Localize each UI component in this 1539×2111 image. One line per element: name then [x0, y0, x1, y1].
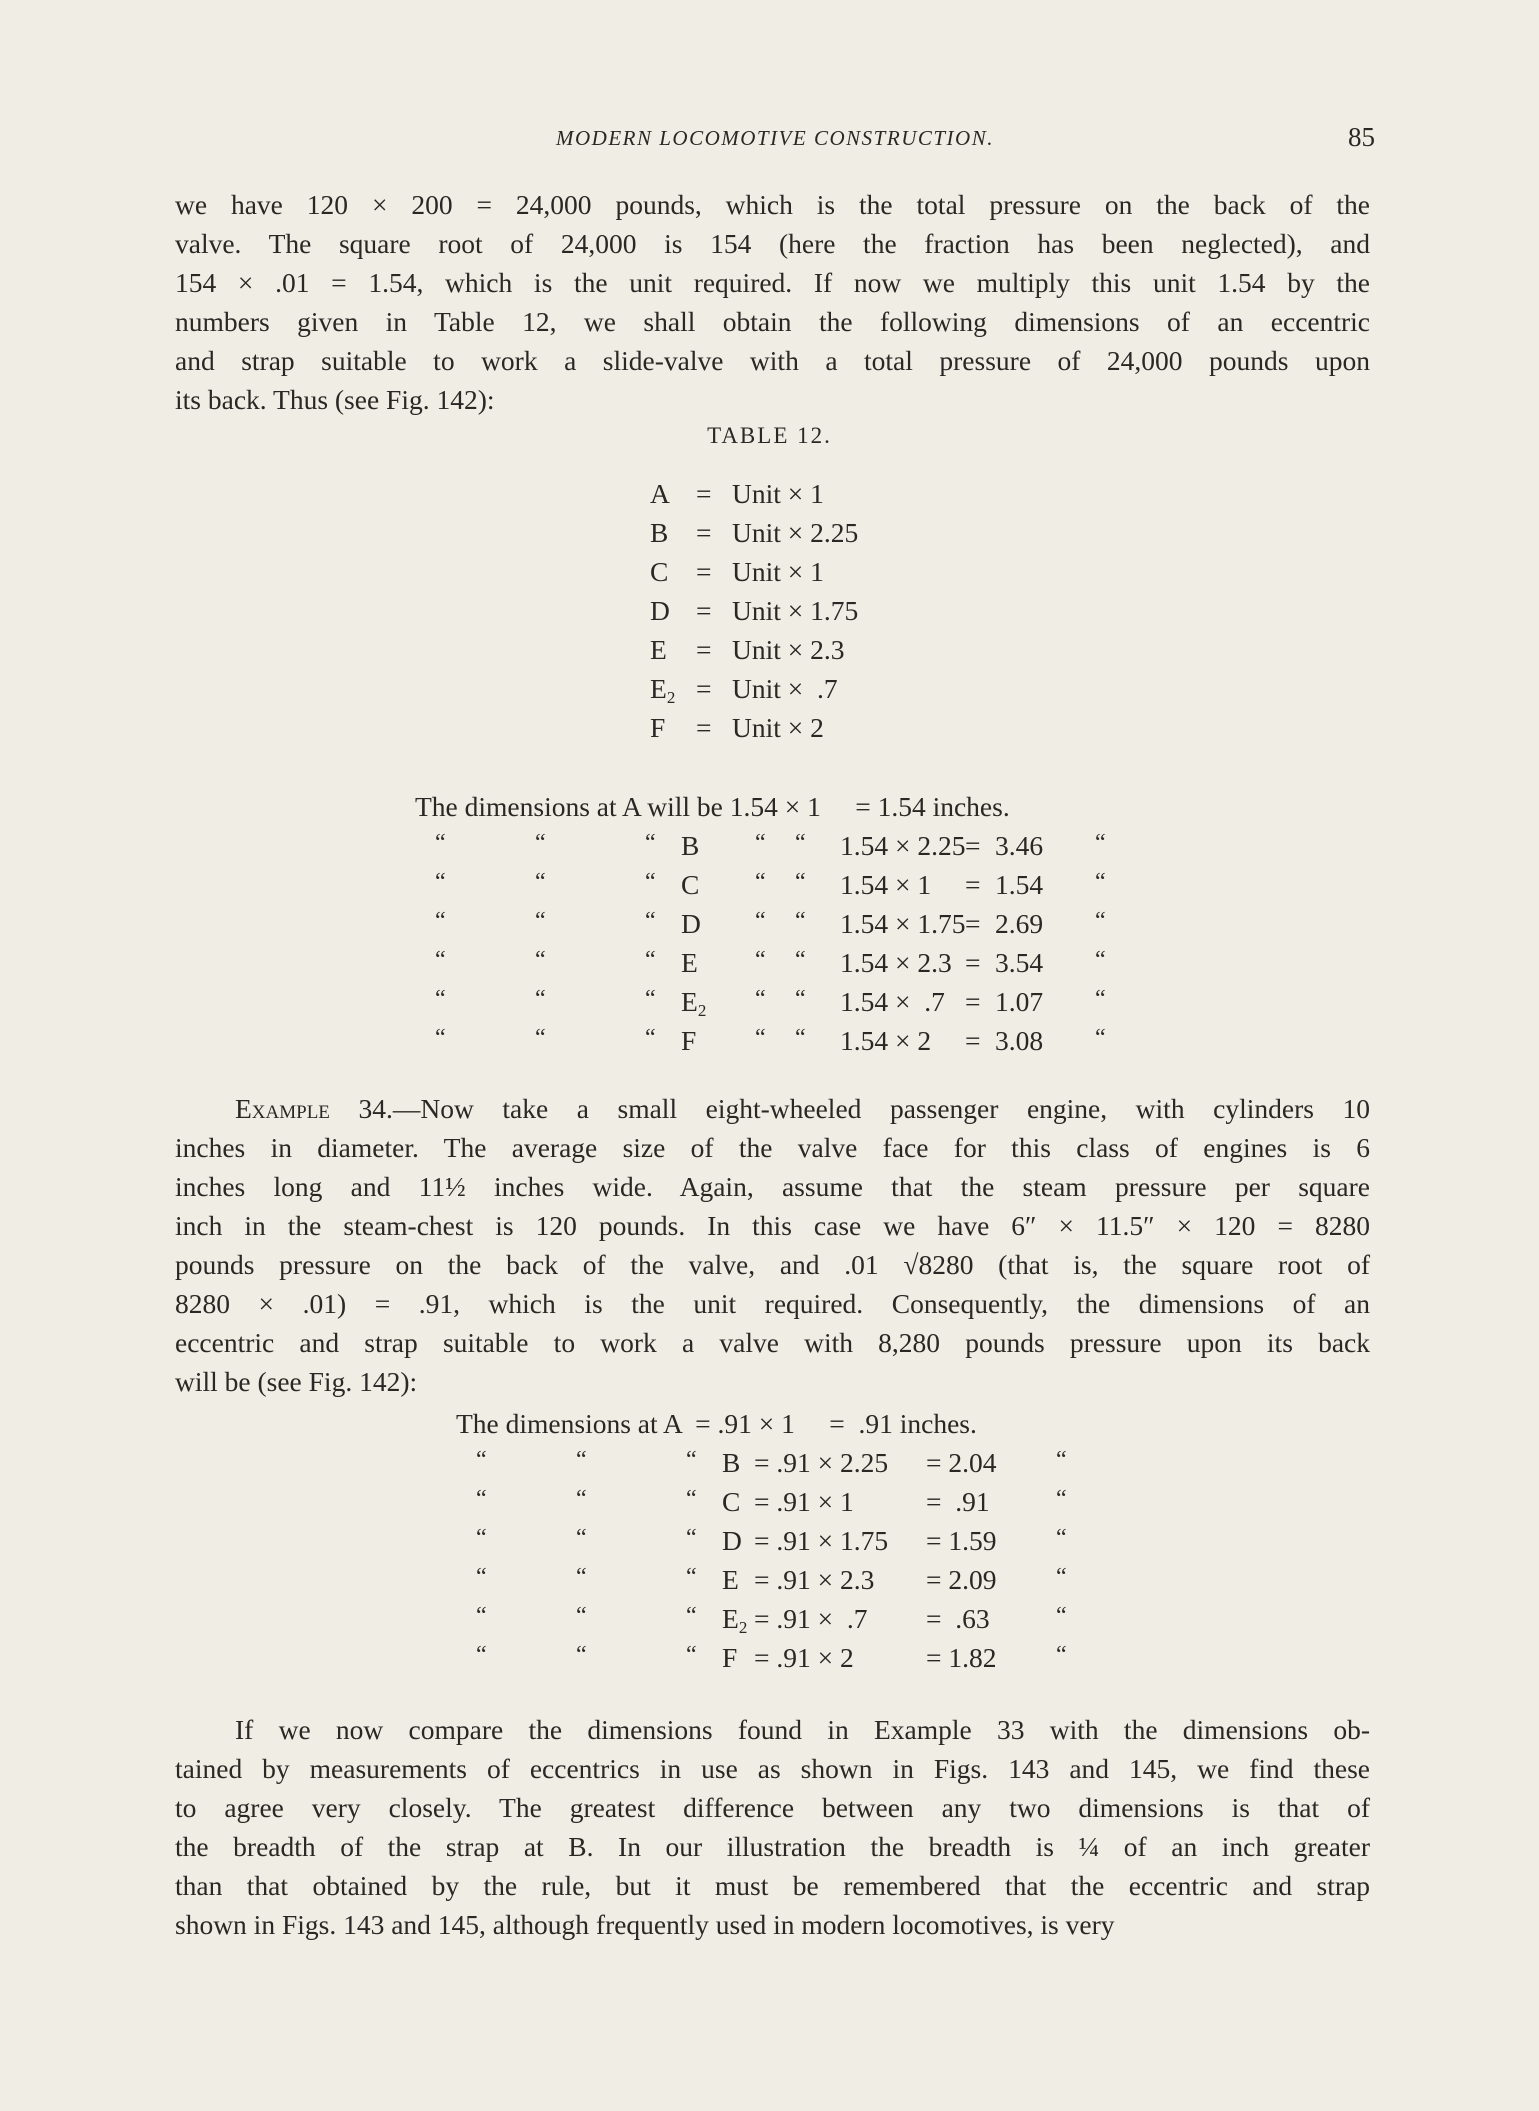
- calculation: = .91 × 2.3: [754, 1564, 875, 1595]
- ditto-mark: “: [645, 947, 656, 973]
- equals-sign: =: [696, 517, 712, 548]
- ditto-mark: “: [535, 986, 546, 1012]
- row-key: B: [650, 517, 669, 548]
- ditto-mark: “: [755, 1025, 766, 1051]
- text-line: tained by measurements of eccentrics in use as shown in Figs. 143 and 145, we find these: [175, 1753, 1370, 1784]
- table-title: TABLE 12.: [707, 423, 832, 448]
- ditto-mark: “: [1095, 1025, 1106, 1051]
- text-line: numbers given in Table 12, we shall obtain the following dimensions of an eccentric: [175, 306, 1370, 337]
- ditto-mark: “: [686, 1525, 697, 1551]
- text-line: we have 120 × 200 = 24,000 pounds, which is the total pressure on the back of the: [175, 189, 1370, 220]
- text-line: inches long and 11½ inches wide. Again, assume that the steam pressure per square: [175, 1171, 1370, 1202]
- row-key: $E_2$: [650, 673, 676, 707]
- row-key: $E_2$: [722, 1603, 748, 1637]
- result: = .91: [926, 1486, 990, 1517]
- row-key: $E_2$: [681, 986, 707, 1020]
- ditto-mark: “: [645, 830, 656, 856]
- text-line: Example 34.—Now take a small eight-wheeled passenger engine, with cylinders 10: [235, 1093, 1370, 1124]
- text-line: will be (see Fig. 142):: [175, 1366, 418, 1397]
- row-value: Unit × .7: [732, 673, 838, 704]
- row-key: F: [722, 1642, 738, 1673]
- ditto-mark: “: [535, 869, 546, 895]
- ditto-mark: “: [435, 1025, 446, 1051]
- calculation: = .91 × .7: [754, 1603, 868, 1634]
- row-key: E: [722, 1564, 739, 1595]
- result: 2.69: [995, 908, 1044, 939]
- result: 1.07: [995, 986, 1044, 1017]
- text-line: 8280 × .01) = .91, which is the unit required. Consequently, the dimensions of an: [175, 1288, 1370, 1319]
- ditto-mark: “: [645, 908, 656, 934]
- ditto-mark: “: [476, 1486, 487, 1512]
- ditto-mark: “: [686, 1603, 697, 1629]
- calculation: 1.54 × 1.75: [840, 908, 966, 939]
- ditto-mark: “: [576, 1486, 587, 1512]
- calculation: = .91 × 1: [754, 1486, 854, 1517]
- calculation: 1.54 × .7: [840, 986, 945, 1017]
- ditto-mark: “: [686, 1642, 697, 1668]
- text-line: shown in Figs. 143 and 145, although frequently used in modern locomotives, is very: [175, 1909, 1115, 1940]
- equals-sign: =: [965, 947, 981, 978]
- calculation: 1.54 × 2.25: [840, 830, 966, 861]
- ditto-mark: “: [1095, 986, 1106, 1012]
- equals-sign: =: [965, 1025, 981, 1056]
- dimension-row-first: The dimensions at A = .91 × 1 = .91 inches.: [456, 1408, 977, 1439]
- row-key: B: [722, 1447, 741, 1478]
- row-key: F: [681, 1025, 697, 1056]
- row-key: E: [650, 634, 667, 665]
- text-line: the breadth of the strap at B. In our illustration the breadth is ¼ of an inch greater: [175, 1831, 1370, 1862]
- equals-sign: =: [696, 673, 712, 704]
- result: = 1.59: [926, 1525, 997, 1556]
- text-line: If we now compare the dimensions found in Example 33 with the dimensions ob-: [235, 1714, 1370, 1745]
- ditto-mark: “: [535, 830, 546, 856]
- ditto-mark: “: [535, 1025, 546, 1051]
- result: = 2.09: [926, 1564, 997, 1595]
- ditto-mark: “: [755, 947, 766, 973]
- equals-sign: =: [965, 830, 981, 861]
- ditto-mark: “: [576, 1642, 587, 1668]
- row-key: C: [681, 869, 700, 900]
- ditto-mark: “: [645, 869, 656, 895]
- example-label: Example: [235, 1093, 330, 1124]
- row-value: Unit × 2.3: [732, 634, 845, 665]
- ditto-mark: “: [435, 947, 446, 973]
- ditto-mark: “: [476, 1642, 487, 1668]
- subscript: 2: [738, 1618, 748, 1637]
- ditto-mark: “: [686, 1564, 697, 1590]
- row-key: A: [650, 478, 670, 509]
- ditto-mark: “: [435, 908, 446, 934]
- text-line: and strap suitable to work a slide-valve with a total pressure of 24,000 pounds upon: [175, 345, 1370, 376]
- ditto-mark: “: [755, 986, 766, 1012]
- calculation: = .91 × 1.75: [754, 1525, 889, 1556]
- ditto-mark: “: [576, 1603, 587, 1629]
- text-line: to agree very closely. The greatest difference between any two dimensions is that of: [175, 1792, 1370, 1823]
- text-line: inches in diameter. The average size of the valve face for this class of engines is 6: [175, 1132, 1370, 1163]
- equals-sign: =: [696, 556, 712, 587]
- running-title: MODERN LOCOMOTIVE CONSTRUCTION.: [556, 126, 994, 150]
- row-value: Unit × 2.25: [732, 517, 859, 548]
- page-header: [175, 122, 1375, 158]
- equals-sign: =: [696, 712, 712, 743]
- result: = 2.04: [926, 1447, 997, 1478]
- ditto-mark: “: [476, 1564, 487, 1590]
- ditto-mark: “: [576, 1525, 587, 1551]
- text-line: valve. The square root of 24,000 is 154 (here the fraction has been neglected), and: [175, 228, 1370, 259]
- equals-sign: =: [965, 908, 981, 939]
- calculation: = .91 × 2.25: [754, 1447, 889, 1478]
- result: 3.08: [995, 1025, 1044, 1056]
- row-key: D: [722, 1525, 742, 1556]
- ditto-mark: “: [795, 908, 806, 934]
- ditto-mark: “: [645, 1025, 656, 1051]
- row-key: E: [681, 947, 698, 978]
- row-key: F: [650, 712, 666, 743]
- text-line: than that obtained by the rule, but it must be remembered that the eccentric and strap: [175, 1870, 1370, 1901]
- ditto-mark: “: [535, 947, 546, 973]
- equals-sign: =: [965, 986, 981, 1017]
- result: = .63: [926, 1603, 990, 1634]
- row-key: B: [681, 830, 700, 861]
- ditto-mark: “: [1056, 1447, 1067, 1473]
- result: 1.54: [995, 869, 1044, 900]
- text-line: 154 × .01 = 1.54, which is the unit required. If now we multiply this unit 1.54 by the: [175, 267, 1370, 298]
- ditto-mark: “: [1056, 1642, 1067, 1668]
- equals-sign: =: [696, 478, 712, 509]
- ditto-mark: “: [1095, 830, 1106, 856]
- row-key: C: [650, 556, 669, 587]
- result: = 1.82: [926, 1642, 997, 1673]
- row-value: Unit × 2: [732, 712, 824, 743]
- ditto-mark: “: [755, 908, 766, 934]
- text-line: its back. Thus (see Fig. 142):: [175, 384, 495, 415]
- row-key: C: [722, 1486, 741, 1517]
- equals-sign: =: [696, 634, 712, 665]
- ditto-mark: “: [435, 869, 446, 895]
- calculation: 1.54 × 1: [840, 869, 932, 900]
- row-key: D: [650, 595, 670, 626]
- row-value: Unit × 1: [732, 556, 824, 587]
- calculation: 1.54 × 2: [840, 1025, 932, 1056]
- ditto-mark: “: [535, 908, 546, 934]
- ditto-mark: “: [795, 986, 806, 1012]
- ditto-mark: “: [1095, 947, 1106, 973]
- equals-sign: =: [965, 869, 981, 900]
- dimension-row-first: The dimensions at A will be 1.54 × 1 = 1.54 inches.: [415, 791, 1010, 822]
- ditto-mark: “: [1095, 869, 1106, 895]
- ditto-mark: “: [795, 1025, 806, 1051]
- calculation: 1.54 × 2.3: [840, 947, 952, 978]
- ditto-mark: “: [795, 947, 806, 973]
- subscript: 2: [666, 688, 676, 707]
- ditto-mark: “: [1056, 1525, 1067, 1551]
- ditto-mark: “: [795, 869, 806, 895]
- row-value: Unit × 1.75: [732, 595, 859, 626]
- page-number: 85: [1348, 122, 1375, 152]
- ditto-mark: “: [576, 1447, 587, 1473]
- ditto-mark: “: [435, 830, 446, 856]
- ditto-mark: “: [1056, 1603, 1067, 1629]
- ditto-mark: “: [795, 830, 806, 856]
- ditto-mark: “: [645, 986, 656, 1012]
- ditto-mark: “: [435, 986, 446, 1012]
- text-line: inch in the steam-chest is 120 pounds. In this case we have 6″ × 11.5″ × 120 = 8280: [175, 1210, 1370, 1241]
- ditto-mark: “: [476, 1603, 487, 1629]
- ditto-mark: “: [1056, 1564, 1067, 1590]
- ditto-mark: “: [1095, 908, 1106, 934]
- ditto-mark: “: [476, 1447, 487, 1473]
- subscript: 2: [697, 1001, 707, 1020]
- row-value: Unit × 1: [732, 478, 824, 509]
- ditto-mark: “: [576, 1564, 587, 1590]
- text-line: eccentric and strap suitable to work a valve with 8,280 pounds pressure upon its back: [175, 1327, 1370, 1358]
- row-key: D: [681, 908, 701, 939]
- ditto-mark: “: [755, 869, 766, 895]
- ditto-mark: “: [476, 1525, 487, 1551]
- ditto-mark: “: [686, 1447, 697, 1473]
- result: 3.46: [995, 830, 1044, 861]
- calculation: = .91 × 2: [754, 1642, 854, 1673]
- ditto-mark: “: [755, 830, 766, 856]
- equals-sign: =: [696, 595, 712, 626]
- text-line: pounds pressure on the back of the valve, and .01 √8280 (that is, the square root of: [175, 1249, 1370, 1280]
- result: 3.54: [995, 947, 1044, 978]
- ditto-mark: “: [686, 1486, 697, 1512]
- ditto-mark: “: [1056, 1486, 1067, 1512]
